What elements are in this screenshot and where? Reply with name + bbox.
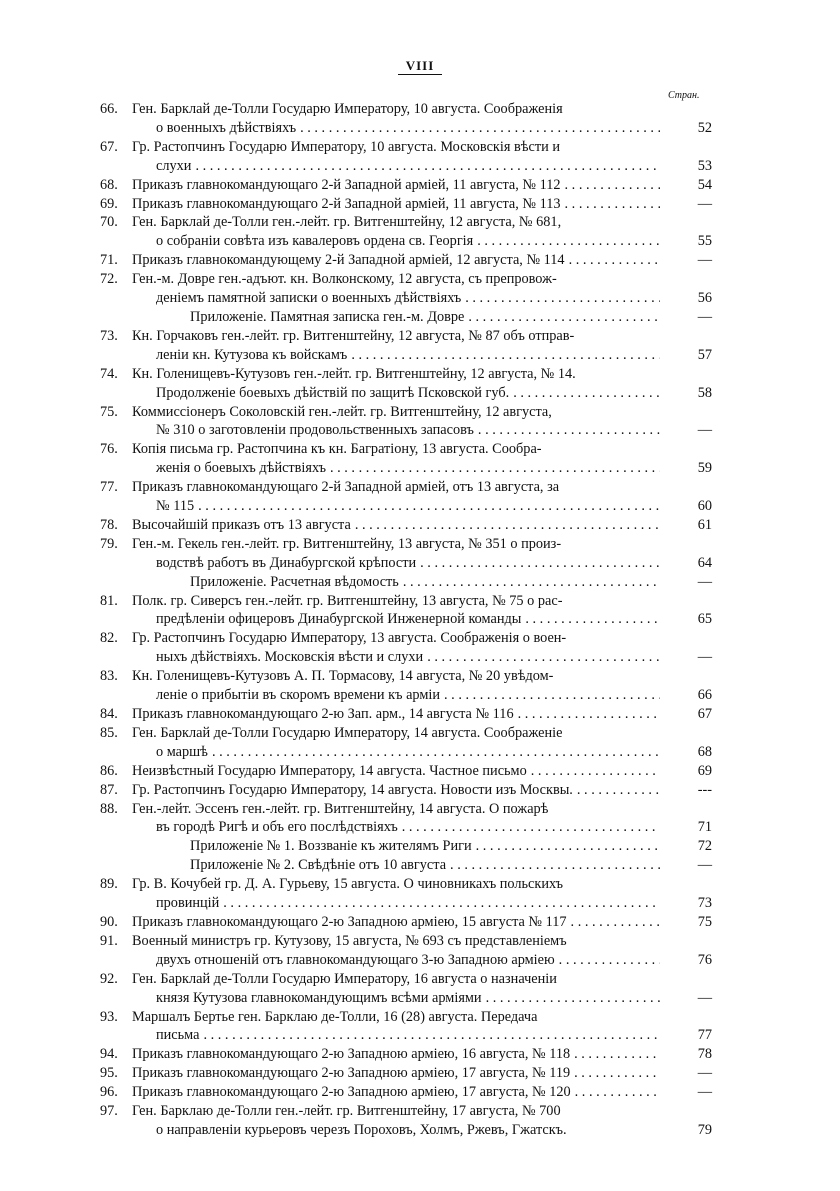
- entry-number: [100, 573, 132, 592]
- page-ref: 58: [697, 384, 712, 401]
- entry-title-line: Маршалъ Бертье ген. Барклаю де-Толли, 16 (28) августа. Передача: [132, 1008, 538, 1025]
- toc-entry: [100, 667, 720, 705]
- dot-leader: [351, 346, 660, 365]
- entry-number: 73.: [100, 327, 118, 344]
- page-ref: 79: [697, 1121, 712, 1138]
- entry-title-line: Кн. Голенищевъ-Кутузовъ А. П. Тормасову, 14 августа, № 20 увѣдом-: [132, 668, 554, 685]
- table-of-contents: [100, 100, 720, 1140]
- page-ref: —: [697, 1084, 712, 1101]
- page-ref: —: [697, 422, 712, 439]
- dot-leader: [300, 119, 660, 138]
- toc-entry: [100, 970, 720, 1008]
- entry-number: 67.: [100, 138, 118, 155]
- page-ref: 52: [697, 119, 712, 136]
- toc-entry: [100, 403, 720, 441]
- toc-entry: [100, 1045, 720, 1064]
- entry-title-line: предѣленіи офицеровъ Динабургской Инженерной команды: [156, 611, 522, 628]
- entry-title-line: Приказъ главнокомандующаго 2-й Западной арміей, отъ 13 августа, за: [132, 479, 560, 496]
- page-ref: —: [697, 857, 712, 874]
- entry-number: 85.: [100, 724, 118, 741]
- page-ref: 59: [697, 460, 712, 477]
- toc-entry: [100, 516, 720, 535]
- page-ref: 68: [697, 743, 712, 760]
- page-ref: —: [697, 308, 712, 325]
- page-ref: 75: [697, 913, 712, 930]
- entry-title-line: письма: [156, 1027, 200, 1044]
- entry-title-line: провинцій: [156, 895, 220, 912]
- entry-number: 79.: [100, 535, 118, 552]
- dot-leader: [559, 951, 660, 970]
- dot-leader: [518, 705, 660, 724]
- toc-entry: [100, 251, 720, 270]
- toc-entry: [100, 440, 720, 478]
- dot-leader: [465, 289, 660, 308]
- dot-leader: [569, 251, 660, 270]
- entry-title-line: Кн. Голенищевъ-Кутузовъ ген.-лейт. гр. Витгенштейну, 12 августа, № 14.: [132, 365, 576, 382]
- dot-leader: [402, 818, 660, 837]
- toc-entry: [100, 592, 720, 630]
- entry-title-line: Гр. Растопчинъ Государю Императору, 13 августа. Соображенія о воен-: [132, 630, 567, 647]
- entry-title-line: Приказъ главнокомандующаго 2-й Западной арміей, 11 августа, № 112: [132, 176, 561, 193]
- entry-title-line: Военный министръ гр. Кутузову, 15 августа, № 693 съ представленіемъ: [132, 932, 567, 949]
- entry-title-line: Ген.-м. Гекель ген.-лейт. гр. Витгенштейну, 13 августа, № 351 о произ-: [132, 535, 562, 552]
- dot-leader: [574, 1045, 660, 1064]
- dot-leader: [477, 232, 660, 251]
- entry-title-line: Кн. Горчаковъ ген.-лейт. гр. Витгенштейну, 12 августа, № 87 объ отправ-: [132, 327, 575, 344]
- dot-leader: [330, 459, 660, 478]
- toc-entry: [100, 762, 720, 781]
- page-ref: 57: [697, 346, 712, 363]
- toc-entry: [100, 270, 720, 308]
- dot-leader: [513, 384, 660, 403]
- entry-title-line: водствѣ работъ въ Динабургской крѣпости: [156, 554, 417, 571]
- toc-entry: [100, 176, 720, 195]
- entry-number: [100, 308, 132, 327]
- page-ref: —: [697, 1065, 712, 1082]
- page-ref: 64: [697, 554, 712, 571]
- toc-entry: [100, 138, 720, 176]
- page-ref: 66: [697, 687, 712, 704]
- entry-title-line: Приложеніе. Памятная записка ген.-м. Довре: [190, 308, 465, 325]
- toc-appendix-entry: [100, 856, 720, 875]
- entry-title-line: леніе о прибытіи въ скоромъ времени къ арміи: [156, 687, 441, 704]
- entry-title-line: Ген. Барклай де-Толли Государю Императору, 14 августа. Соображеніе: [132, 724, 563, 741]
- entry-number: 90.: [100, 913, 118, 930]
- dot-leader: [478, 421, 660, 440]
- toc-appendix-entry: [100, 573, 720, 592]
- entry-title-line: Ген.-лейт. Эссенъ ген.-лейт. гр. Витгенштейну, 14 августа. О пожарѣ: [132, 800, 549, 817]
- page-ref: 71: [697, 819, 712, 836]
- page-ref: 60: [697, 498, 712, 515]
- page-ref: 61: [697, 516, 712, 533]
- entry-title-line: Ген. Барклаю де-Толли ген.-лейт. гр. Витгенштейну, 17 августа, № 700: [132, 1103, 561, 1120]
- entry-title-line: леніи кн. Кутузова къ войскамъ: [156, 346, 348, 363]
- dot-leader: [525, 610, 660, 629]
- page-column-header: Стран.: [668, 90, 700, 101]
- entry-number: 88.: [100, 800, 118, 817]
- page-ref: 67: [697, 706, 712, 722]
- entry-number: 68.: [100, 176, 118, 193]
- entry-number: 82.: [100, 630, 118, 647]
- dot-leader: [565, 176, 660, 195]
- entry-title-line: Ген. Барклай де-Толли Государю Императору, 10 августа. Соображенія: [132, 101, 563, 117]
- page-ref: 73: [697, 895, 712, 912]
- page-ref: 72: [697, 838, 712, 855]
- entry-title-line: Приказъ главнокомандующаго 2-ю Зап. арм., 14 августа № 116: [132, 706, 514, 722]
- dot-leader: [575, 1083, 660, 1102]
- entry-number: 69.: [100, 195, 118, 212]
- entry-number: 96.: [100, 1084, 118, 1101]
- entry-title-line: Приложеніе. Расчетная вѣдомость: [190, 573, 399, 590]
- toc-entry: [100, 875, 720, 913]
- entry-title-line: слухи: [156, 157, 192, 174]
- dot-leader: [444, 686, 660, 705]
- toc-entry: [100, 535, 720, 573]
- toc-entry: [100, 1008, 720, 1046]
- toc-entry: [100, 781, 720, 800]
- entry-number: 72.: [100, 271, 118, 288]
- entry-number: 66.: [100, 101, 118, 117]
- page-number: VIII: [0, 58, 840, 75]
- page-ref: 77: [697, 1027, 712, 1044]
- entry-title-line: женія о боевыхъ дѣйствіяхъ: [156, 460, 326, 477]
- entry-title-line: Ген.-м. Довре ген.-адъют. кн. Волконскому, 12 августа, съ препровож-: [132, 271, 557, 288]
- entry-title-line: въ городѣ Ригѣ и объ его послѣдствіяхъ: [156, 819, 398, 836]
- entry-title-line: о маршѣ: [156, 743, 208, 760]
- page-ref: 53: [697, 157, 712, 174]
- entry-title-line: о военныхъ дѣйствіяхъ: [156, 119, 297, 136]
- entry-title-line: о направленіи курьеровъ черезъ Пороховъ, Холмъ, Ржевъ, Гжатскъ.: [156, 1121, 567, 1138]
- toc-entry: [100, 932, 720, 970]
- entry-number: 71.: [100, 252, 118, 269]
- entry-title-line: Приложеніе № 2. Свѣдѣніе отъ 10 августа: [190, 857, 447, 874]
- toc-entry: [100, 1102, 720, 1140]
- dot-leader: [577, 781, 660, 800]
- page-ref: 54: [697, 176, 712, 193]
- entry-number: 77.: [100, 479, 118, 496]
- page-ref: —: [697, 989, 712, 1006]
- toc-entry: [100, 1064, 720, 1083]
- entry-title-line: № 115: [156, 498, 195, 515]
- page-ref: —: [697, 649, 712, 666]
- dot-leader: [212, 743, 660, 762]
- entry-number: 84.: [100, 706, 118, 722]
- entry-title-line: Ген. Барклай де-Толли Государю Императору, 16 августа о назначеніи: [132, 970, 557, 987]
- entry-title-line: Копія письма гр. Растопчина къ кн. Багратіону, 13 августа. Сообра-: [132, 441, 542, 458]
- entry-title-line: о собраніи совѣта изъ кавалеровъ ордена св. Георгія: [156, 233, 474, 250]
- toc-entry: [100, 705, 720, 724]
- toc-entry: [100, 800, 720, 838]
- toc-entry: [100, 478, 720, 516]
- entry-number: 94.: [100, 1046, 118, 1063]
- entry-number: 81.: [100, 592, 118, 609]
- page-ref: 78: [697, 1046, 712, 1063]
- page-ref: 76: [697, 951, 712, 968]
- entry-title-line: Приказъ главнокомандующаго 2-й Западной арміей, 11 августа, № 113: [132, 195, 561, 212]
- dot-leader: [420, 554, 660, 573]
- dot-leader: [531, 762, 660, 781]
- entry-title-line: деніемъ памятной записки о военныхъ дѣйствіяхъ: [156, 290, 462, 307]
- entry-title-line: Ген. Барклай де-Толли ген.-лейт. гр. Витгенштейну, 12 августа, № 681,: [132, 214, 562, 231]
- page-ref: —: [697, 195, 712, 212]
- page-ref: —: [697, 573, 712, 590]
- dot-leader: [355, 516, 660, 535]
- entry-title-line: Продолженіе боевыхъ дѣйствій по защитѣ Псковской губ.: [156, 384, 510, 401]
- toc-entry: [100, 1083, 720, 1102]
- entry-number: 97.: [100, 1103, 118, 1120]
- entry-title-line: Приказъ главнокомандующаго 2-ю Западною арміею, 17 августа, № 119: [132, 1065, 571, 1082]
- entry-title-line: Полк. гр. Сиверсъ ген.-лейт. гр. Витгенштейну, 13 августа, № 75 о рас-: [132, 592, 563, 609]
- entry-number: 86.: [100, 762, 118, 779]
- entry-title-line: Приказъ главнокомандующаго 2-ю Западною арміею, 16 августа, № 118: [132, 1046, 571, 1063]
- dot-leader: [565, 195, 660, 214]
- toc-entry: [100, 213, 720, 251]
- dot-leader: [198, 497, 660, 516]
- entry-title-line: Приложеніе № 1. Воззваніе къ жителямъ Риги: [190, 838, 472, 855]
- page-ref: 69: [697, 762, 712, 779]
- dot-leader: [450, 856, 660, 875]
- toc-entry: [100, 913, 720, 932]
- dot-leader: [427, 648, 660, 667]
- entry-number: 83.: [100, 668, 118, 685]
- toc-appendix-entry: [100, 308, 720, 327]
- entry-title-line: Приказъ главнокомандующаго 2-ю Западною арміею, 17 августа, № 120: [132, 1084, 571, 1101]
- entry-title-line: Высочайшій приказъ отъ 13 августа: [132, 516, 351, 533]
- entry-number: 70.: [100, 214, 118, 231]
- entry-number: 92.: [100, 970, 118, 987]
- page-ref: 65: [697, 611, 712, 628]
- dot-leader: [486, 989, 660, 1008]
- toc-entry: [100, 629, 720, 667]
- dot-leader: [574, 1064, 660, 1083]
- entry-number: 89.: [100, 876, 118, 893]
- entry-title-line: Гр. Растопчинъ Государю Императору, 14 августа. Новости изъ Москвы.: [132, 781, 573, 798]
- entry-number: 78.: [100, 516, 118, 533]
- entry-number: 75.: [100, 403, 118, 420]
- entry-number: 76.: [100, 441, 118, 458]
- toc-entry: [100, 100, 720, 138]
- entry-title-line: Гр. Растопчинъ Государю Императору, 10 августа. Московскія вѣсти и: [132, 138, 560, 155]
- dot-leader: [403, 573, 660, 592]
- toc-entry: [100, 327, 720, 365]
- dot-leader: [203, 1026, 660, 1045]
- entry-title-line: Приказъ главнокомандующаго 2-ю Западною арміею, 15 августа № 117: [132, 913, 567, 930]
- entry-number: [100, 856, 132, 875]
- entry-number: 87.: [100, 781, 118, 798]
- entry-number: 74.: [100, 365, 118, 382]
- entry-number: 95.: [100, 1065, 118, 1082]
- toc-appendix-entry: [100, 837, 720, 856]
- toc-entry: [100, 195, 720, 214]
- entry-title-line: князя Кутузова главнокомандующимъ всѣми арміями: [156, 989, 482, 1006]
- entry-title-line: двухъ отношеній отъ главнокомандующаго 3-ю Западною арміею: [156, 951, 555, 968]
- dot-leader: [468, 308, 660, 327]
- entry-title-line: Приказъ главнокомандующему 2-й Западной арміей, 12 августа, № 114: [132, 252, 565, 269]
- page-ref: —: [697, 252, 712, 269]
- toc-entry: [100, 365, 720, 403]
- entry-number: [100, 837, 132, 856]
- dot-leader: [223, 894, 660, 913]
- entry-title-line: Гр. В. Кочубей гр. Д. А. Гурьеву, 15 августа. О чиновникахъ польскихъ: [132, 876, 563, 893]
- page-ref: 56: [697, 290, 712, 307]
- page-ref: 55: [697, 233, 712, 250]
- toc-entry: [100, 724, 720, 762]
- entry-title-line: № 310 о заготовленіи продовольственныхъ запасовъ: [156, 422, 474, 439]
- page-ref: ---: [697, 781, 712, 798]
- entry-title-line: Неизвѣстный Государю Императору, 14 августа. Частное письмо: [132, 762, 527, 779]
- entry-title-line: Коммиссіонеръ Соколовскій ген.-лейт. гр. Витгенштейну, 12 августа,: [132, 403, 552, 420]
- entry-number: 91.: [100, 932, 118, 949]
- dot-leader: [195, 157, 660, 176]
- entry-title-line: ныхъ дѣйствіяхъ. Московскія вѣсти и слухи: [156, 649, 424, 666]
- dot-leader: [571, 913, 660, 932]
- entry-number: 93.: [100, 1008, 118, 1025]
- dot-leader: [476, 837, 660, 856]
